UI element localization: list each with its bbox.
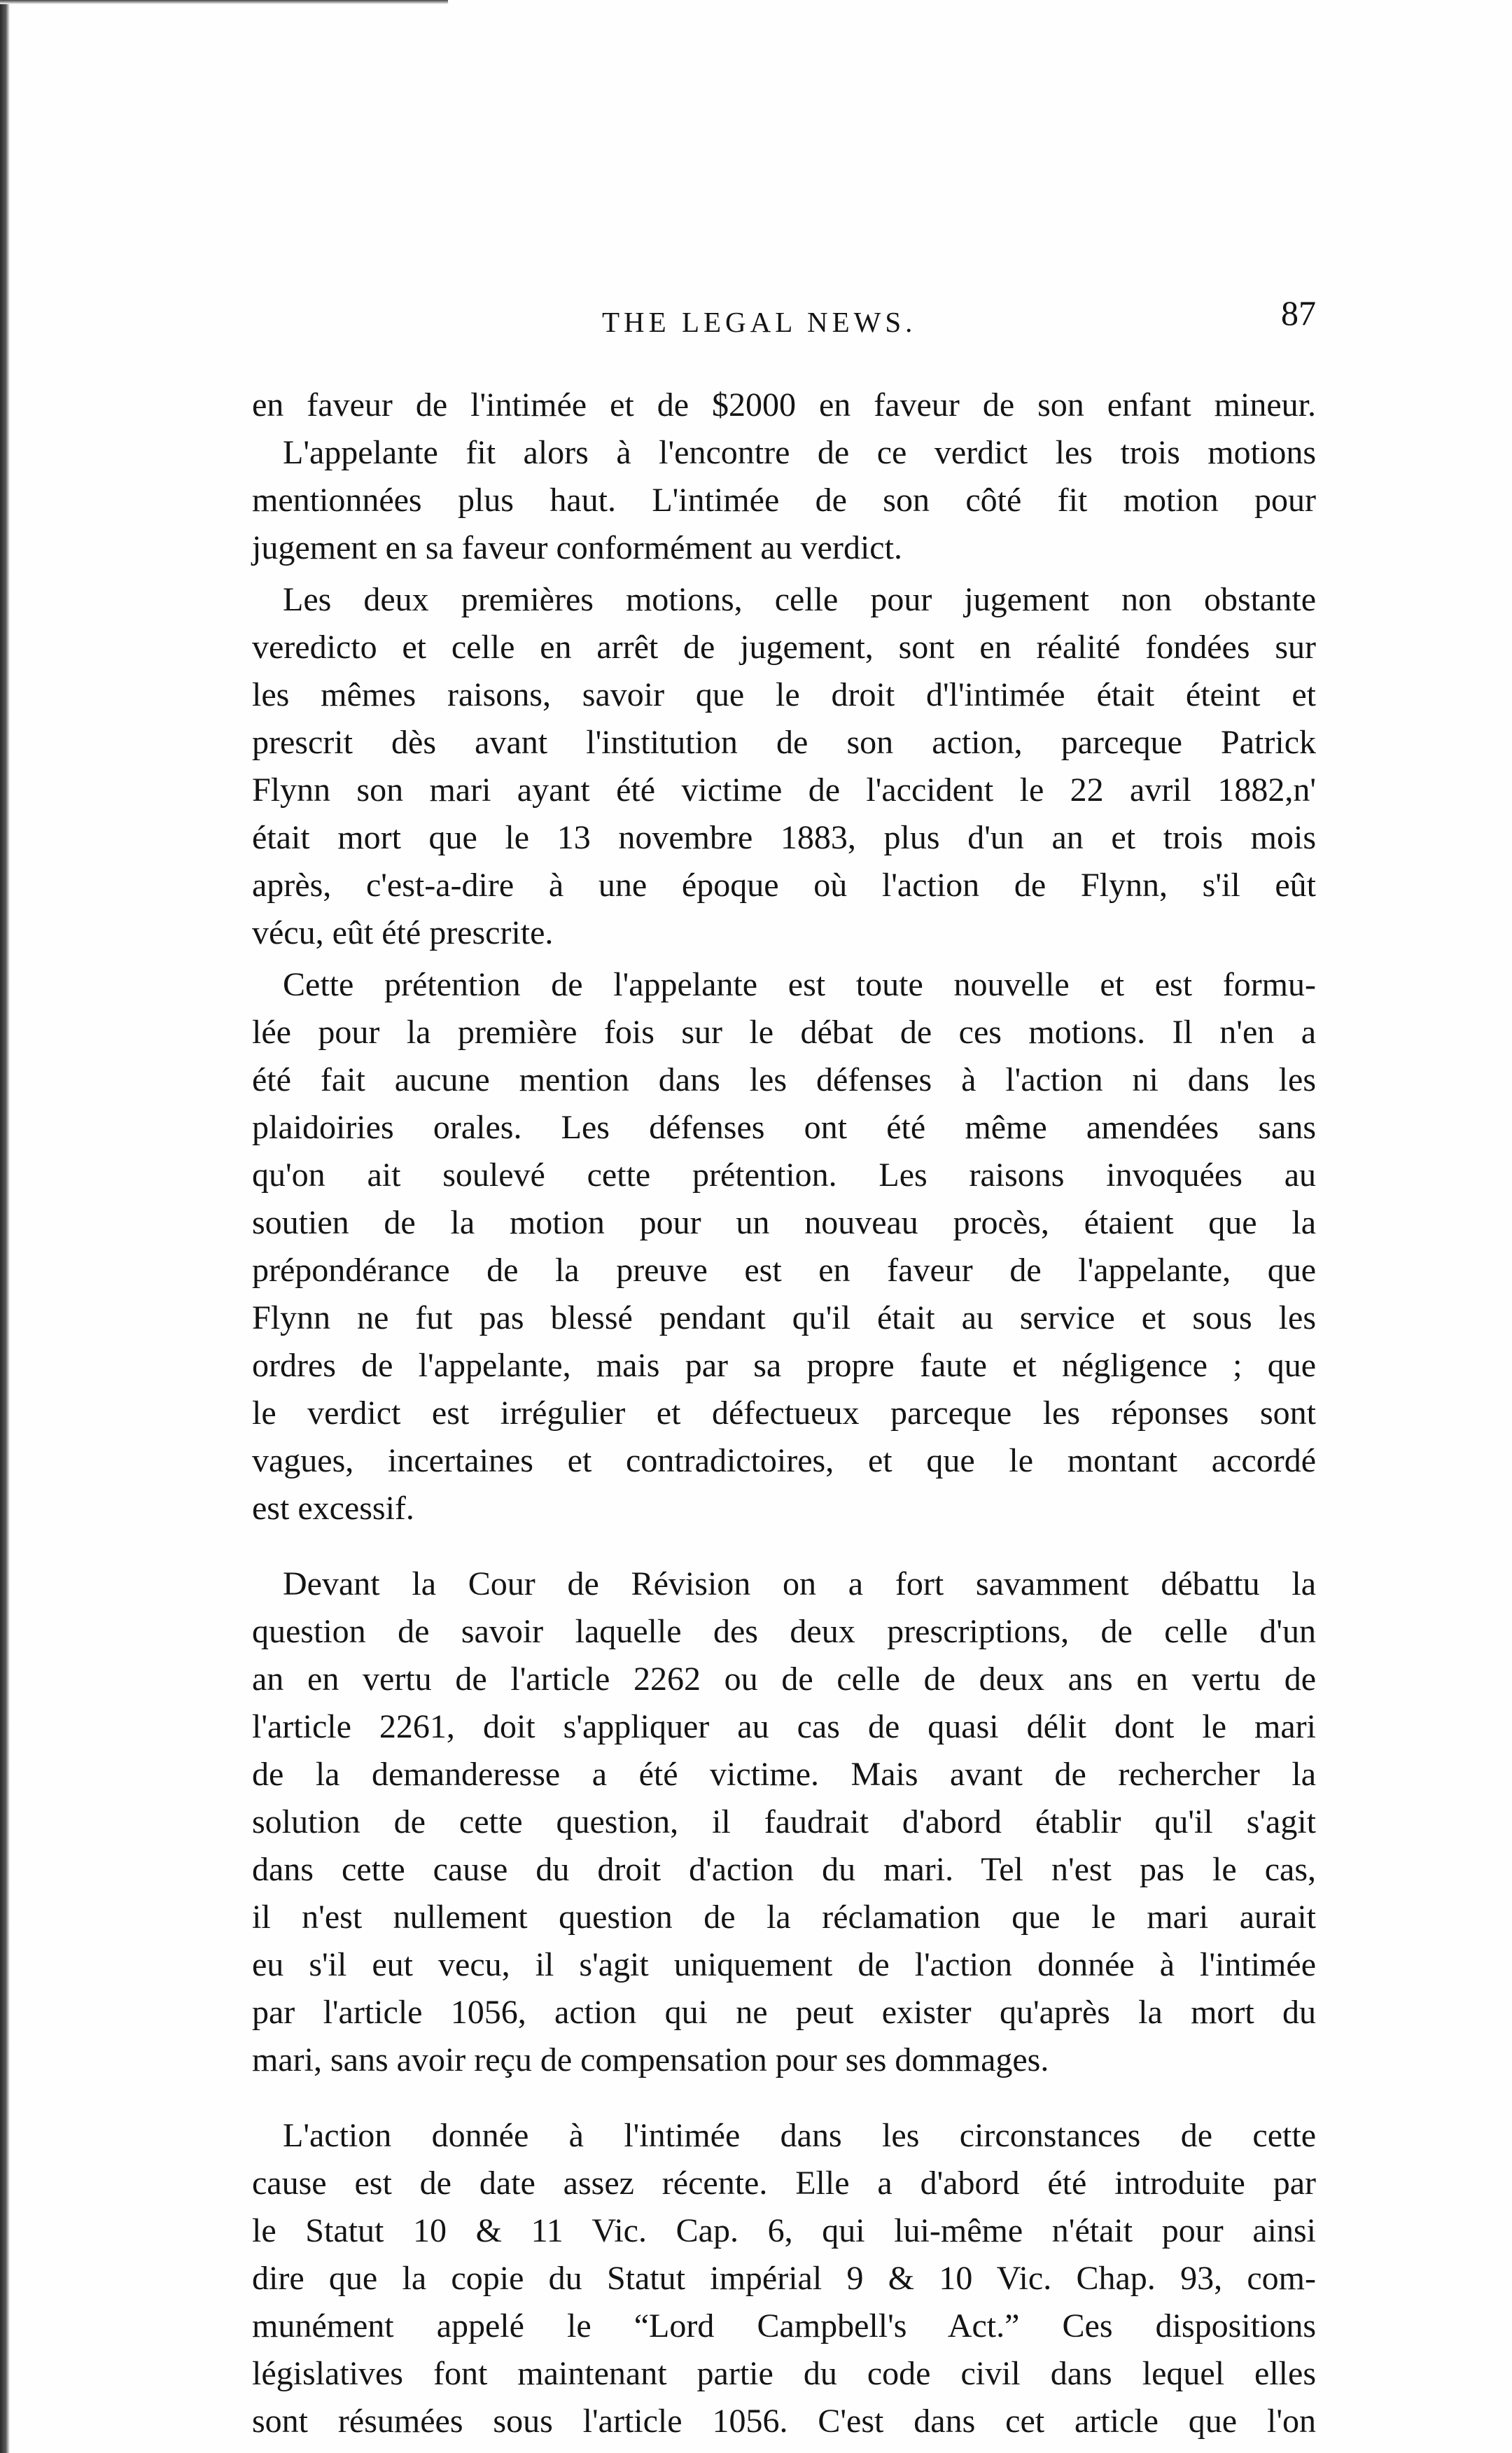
scan-edge-left — [0, 0, 10, 2453]
paragraph-4 — [252, 1560, 1316, 2084]
text-line: l'article 2261, doit s'appliquer au cas de quasi délit dont le mari — [252, 1708, 1316, 1745]
text-line: par l'article 1056, action qui ne peut exister qu'après la mort du — [252, 1994, 1316, 2031]
text-line: Devant la Cour de Révision on a fort savamment débattu la — [283, 1565, 1316, 1602]
text-line: les mêmes raisons, savoir que le droit d'l'intimée était éteint et — [252, 676, 1316, 713]
text-line: prescrit dès avant l'institution de son action, parceque Patrick — [252, 724, 1316, 761]
text-line: Les deux premières motions, celle pour jugement non obstante — [283, 581, 1316, 618]
text-line: est excessif. — [252, 1490, 414, 1527]
text-line: été fait aucune mention dans les défenses à l'action ni dans les — [252, 1061, 1316, 1098]
text-line: lée pour la première fois sur le débat de ces motions. Il n'en a — [252, 1014, 1316, 1051]
text-line: veredicto et celle en arrêt de jugement, sont en réalité fondées sur — [252, 629, 1316, 666]
text-line: jugement en sa faveur conformément au verdict. — [252, 529, 902, 566]
text-line: plaidoiries orales. Les défenses ont été même amendées sans — [252, 1109, 1316, 1146]
text-line: qu'on ait soulevé cette prétention. Les raisons invoquées au — [252, 1156, 1316, 1194]
text-line: était mort que le 13 novembre 1883, plus d'un an et trois mois — [252, 819, 1316, 856]
text-line: soutien de la motion pour un nouveau procès, étaient que la — [252, 1204, 1316, 1241]
text-line: dire que la copie du Statut impérial 9 & 10 Vic. Chap. 93, com- — [252, 2260, 1316, 2297]
text-line: mari, sans avoir reçu de compensation pour ses dommages. — [252, 2041, 1049, 2078]
paragraph-5 — [252, 2112, 1316, 2445]
text-line: Flynn ne fut pas blessé pendant qu'il était au service et sous les — [252, 1299, 1316, 1336]
text-line: munément appelé le “Lord Campbell's Act.” Ces dispositions — [252, 2307, 1316, 2344]
text-line: le Statut 10 & 11 Vic. Cap. 6, qui lui-même n'était pour ainsi — [252, 2212, 1316, 2249]
text-line: L'action donnée à l'intimée dans les circonstances de cette — [283, 2117, 1316, 2154]
paragraph-3 — [252, 961, 1316, 1532]
text-line: mentionnées plus haut. L'intimée de son côté fit motion pour — [252, 482, 1316, 519]
text-line: ordres de l'appelante, mais par sa propre faute et négligence ; que — [252, 1347, 1316, 1384]
running-title: THE LEGAL NEWS. — [602, 306, 917, 338]
text-line: an en vertu de l'article 2262 ou de celle de deux ans en vertu de — [252, 1661, 1316, 1698]
paragraph-1 — [252, 382, 1316, 572]
text-line: prépondérance de la preuve est en faveur de l'appelante, que — [252, 1252, 1316, 1289]
text-line: après, c'est-a-dire à une époque où l'action de Flynn, s'il eût — [252, 867, 1316, 904]
text-line: de la demanderesse a été victime. Mais avant de rechercher la — [252, 1756, 1316, 1793]
text-line: en faveur de l'intimée et de $2000 en faveur de son enfant mineur. — [252, 386, 1316, 424]
text-line: dans cette cause du droit d'action du mari. Tel n'est pas le cas, — [252, 1851, 1316, 1888]
page-number: 87 — [1281, 293, 1316, 333]
text-line: législatives font maintenant partie du code civil dans lequel elles — [252, 2355, 1316, 2392]
text-line: il n'est nullement question de la réclamation que le mari aurait — [252, 1899, 1316, 1936]
text-line: vagues, incertaines et contradictoires, et que le montant accordé — [252, 1442, 1316, 1479]
text-line: Cette prétention de l'appelante est toute nouvelle et est formu- — [283, 966, 1316, 1003]
text-line: eu s'il eut vecu, il s'agit uniquement de l'action donnée à l'intimée — [252, 1946, 1316, 1983]
page-header — [252, 293, 1316, 349]
text-line: cause est de date assez récente. Elle a d'abord été introduite par — [252, 2165, 1316, 2202]
text-line: vécu, eût été prescrite. — [252, 914, 554, 951]
text-line: L'appelante fit alors à l'encontre de ce verdict les trois motions — [283, 434, 1316, 471]
paragraph-2 — [252, 576, 1316, 957]
text-line: sont résumées sous l'article 1056. C'est dans cet article que l'on — [252, 2403, 1316, 2440]
text-line: Flynn son mari ayant été victime de l'accident le 22 avril 1882,n' — [252, 771, 1316, 809]
text-line: le verdict est irrégulier et défectueux parceque les réponses sont — [252, 1395, 1316, 1432]
text-body — [252, 382, 1316, 2445]
text-line: question de savoir laquelle des deux prescriptions, de celle d'un — [252, 1613, 1316, 1650]
scan-edge-top — [0, 0, 448, 4]
text-line: solution de cette question, il faudrait d'abord établir qu'il s'agit — [252, 1803, 1316, 1840]
